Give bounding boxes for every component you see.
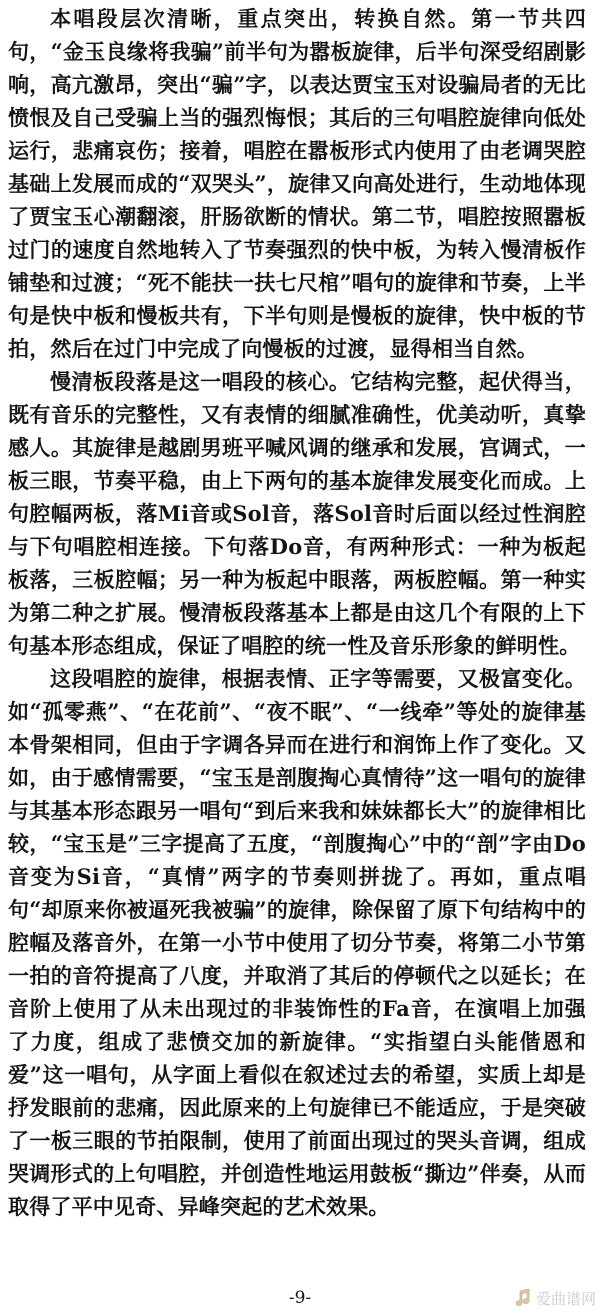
paragraph-1: 本唱段层次清晰，重点突出，转换自然。第一节共四句，“金玉良缘将我骗”前半句为嚣板旋律，后半句深受绍剧影响，高亢激昂，突出“骗”字，以表达贾宝玉对设骗局者的无比愤恨及自己受骗上当的强烈悔恨；其后的三句唱腔旋律向低处运行，悲痛哀伤；接着，唱腔在嚣板形式内使用了由老调哭腔基础上发展而成的“双哭头”，旋律又向高处进行，生动地体现了贾宝玉心潮翻滚，肝肠欲断的情状。第二节，唱腔按照嚣板过门的速度自然地转入了节奏强烈的快中板，为转入慢清板作铺垫和过渡；“死不能扶一扶七尺棺”唱句的旋律和节奏，上半句是快中板和慢板共有，下半句则是慢板的旋律，快中板的节拍，然后在过门中完成了向慢板的过渡，显得相当自然。 bbox=[8, 6, 586, 361]
paragraph-3: 这段唱腔的旋律，根据表情、正字等需要，又极富变化。如“孤零燕”、“在花前”、“夜不眠”、“一线牵”等处的旋律基本骨架相同，但由于字调各异而在进行和润饰上作了变化。又如，由于感情需要，“宝玉是剖腹掏心真情待”这一唱句的旋律与其基本形态跟另一唱句“到后来我和妹妹都长大”的旋律相比较，“宝玉是”三字提高了五度，“剖腹掏心”中的“剖”字由Do音变为Si音，“真情”两字的节奏则拼拢了。再如，重点唱句“却原来你被逼死我被骗”的旋律，除保留了原下句结构中的腔幅及落音外，在第一小节中使用了切分节奏，将第二小节第一拍的音符提高了八度，并取消了其后的停顿代之以延长；在音阶上使用了从未出现过的非装饰性的Fa音，在演唱上加强了力度，组成了悲愤交加的新旋律。“实指望白头能偕恩和爱”这一唱句，从字面上看似在叙述过去的希望，实质上却是抒发眼前的悲痛，因此原来的上句旋律已不能适应，于是突破了一板三眼的节拍限制，使用了前面出现过的哭头音调，组成哭调形式的上句唱腔，并创造性地运用鼓板“撕边”伴奏，从而取得了平中见奇、异峰突起的艺术效果。 bbox=[8, 666, 586, 1219]
page-footer bbox=[0, 1284, 600, 1313]
page-number: -9- bbox=[288, 1288, 312, 1308]
site-watermark bbox=[513, 1286, 596, 1310]
paragraph-2: 慢清板段落是这一唱段的核心。它结构完整，起伏得当，既有音乐的完整性，又有表情的细腻准确性，优美动听，真挚感人。其旋律是越剧男班平喊风调的继承和发展，宫调式，一板三眼，节奏平稳，由上下两句的基本旋律发展变化而成。上句腔幅两板，落Mi音或Sol音，落Sol音时后面以经过性润腔与下句唱腔相连接。下句落Do音，有两种形式：一种为板起板落，三板腔幅；另一种为板起中眼落，两板腔幅。第一种实为第二种之扩展。慢清板段落基本上都是由这几个有限的上下句基本形态组成，保证了唱腔的统一性及音乐形象的鲜明性。 bbox=[8, 369, 586, 658]
watermark-text: 爱曲谱网 bbox=[535, 1289, 596, 1308]
music-note-icon bbox=[513, 1288, 533, 1308]
